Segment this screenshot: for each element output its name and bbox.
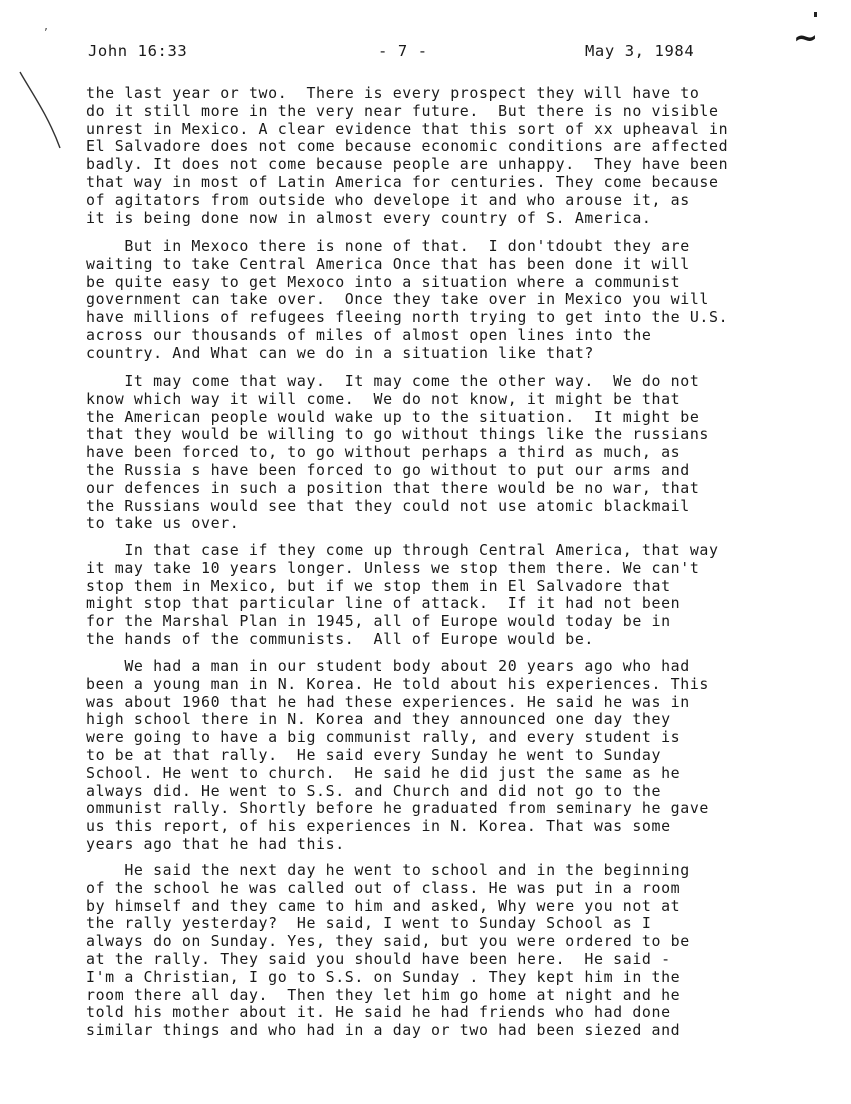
text-line: of the school he was called out of class. He was put in a room <box>86 878 681 897</box>
paragraph <box>86 542 806 649</box>
text-line: room there all day. Then they let him go home at night and he <box>86 985 681 1004</box>
text-line: our defences in such a position that there would be no war, that <box>86 478 700 497</box>
text-line: might stop that particular line of attack. If it had not been <box>86 594 681 613</box>
paragraph <box>86 85 806 227</box>
text-line: the American people would wake up to the situation. It might be <box>86 407 700 426</box>
text-line: across our thousands of miles of almost open lines into the <box>86 325 652 344</box>
text-line: have been forced to, to go without perhaps a third as much, as <box>86 443 681 462</box>
text-line: know which way it will come. We do not know, it might be that <box>86 389 681 408</box>
text-line: country. And What can we do in a situation like that? <box>86 343 595 362</box>
text-line: us this report, of his experiences in N. Korea. That was some <box>86 817 671 836</box>
text-line: high school there in N. Korea and they announced one day they <box>86 710 671 729</box>
text-line: the hands of the communists. All of Europe would be. <box>86 629 595 648</box>
text-line: always did. He went to S.S. and Church and did not go to the <box>86 781 662 800</box>
text-line: at the rally. They said you should have been here. He said - <box>86 949 671 968</box>
text-line: It may come that way. It may come the other way. We do not <box>86 372 700 390</box>
text-line: waiting to take Central America Once that has been done it will <box>86 254 690 273</box>
text-line: it may take 10 years longer. Unless we stop them there. We can't <box>86 558 700 577</box>
text-line: I'm a Christian, I go to S.S. on Sunday . They kept him in the <box>86 967 681 986</box>
handwritten-tilde-mark: ~ <box>793 21 819 56</box>
header-date: May 3, 1984 <box>585 42 695 60</box>
text-line: was about 1960 that he had these experiences. He said he was in <box>86 692 690 711</box>
text-line: the Russians would see that they could not use atomic blackmail <box>86 496 690 515</box>
paragraph <box>86 373 806 533</box>
header-scripture-reference: John 16:33 <box>88 42 188 60</box>
text-line: were going to have a big communist rally, and every student is <box>86 728 681 747</box>
text-line: government can take over. Once they take over in Mexico you will <box>86 290 710 309</box>
text-line: El Salvadore does not come because economic conditions are affected <box>86 137 729 156</box>
text-line: unrest in Mexico. A clear evidence that this sort of xx upheaval in <box>86 119 729 138</box>
text-line: the last year or two. There is every prospect they will have to <box>86 84 700 102</box>
text-line: School. He went to church. He said he did just the same as he <box>86 763 681 782</box>
text-line: to take us over. <box>86 514 240 533</box>
text-line: have millions of refugees fleeing north trying to get into the U.S. <box>86 308 729 327</box>
text-line: that they would be willing to go without things like the russians <box>86 425 710 444</box>
text-line: stop them in Mexico, but if we stop them in El Salvadore that <box>86 576 671 595</box>
text-line: badly. It does not come because people are unhappy. They have been <box>86 155 729 174</box>
text-line: do it still more in the very near future. But there is no visible <box>86 101 719 120</box>
text-line: He said the next day he went to school and in the beginning <box>86 861 690 879</box>
paragraph <box>86 658 806 854</box>
text-line: years ago that he had this. <box>86 834 345 853</box>
text-line: of agitators from outside who develope it and who arouse it, as <box>86 190 690 209</box>
margin-pen-stroke <box>0 70 80 160</box>
margin-tick-mark: ’ <box>44 26 48 40</box>
text-line: by himself and they came to him and asked, Why were you not at <box>86 896 681 915</box>
text-line: told his mother about it. He said he had friends who had done <box>86 1003 671 1022</box>
text-line: always do on Sunday. Yes, they said, but you were ordered to be <box>86 932 690 951</box>
text-line: In that case if they come up through Central America, that way <box>86 541 719 559</box>
header-page-number: - 7 - <box>378 42 428 60</box>
text-line: that way in most of Latin America for centuries. They come because <box>86 172 719 191</box>
text-line: it is being done now in almost every country of S. America. <box>86 208 652 227</box>
text-line: been a young man in N. Korea. He told about his experiences. This <box>86 674 710 693</box>
text-line: similar things and who had in a day or two had been siezed and <box>86 1021 681 1040</box>
text-line: But in Mexoco there is none of that. I don'tdoubt they are <box>86 237 690 255</box>
paragraph <box>86 238 806 363</box>
paragraph <box>86 862 806 1040</box>
text-line: ommunist rally. Shortly before he graduated from seminary he gave <box>86 799 710 818</box>
text-line: the rally yesterday? He said, I went to Sunday School as I <box>86 914 652 933</box>
text-line: We had a man in our student body about 20 years ago who had <box>86 657 690 675</box>
text-line: the Russia s have been forced to go without to put our arms and <box>86 460 690 479</box>
text-line: to be at that rally. He said every Sunday he went to Sunday <box>86 745 662 764</box>
text-line: for the Marshal Plan in 1945, all of Europe would today be in <box>86 612 671 631</box>
text-line: be quite easy to get Mexoco into a situation where a communist <box>86 272 681 291</box>
corner-mark <box>814 12 817 17</box>
